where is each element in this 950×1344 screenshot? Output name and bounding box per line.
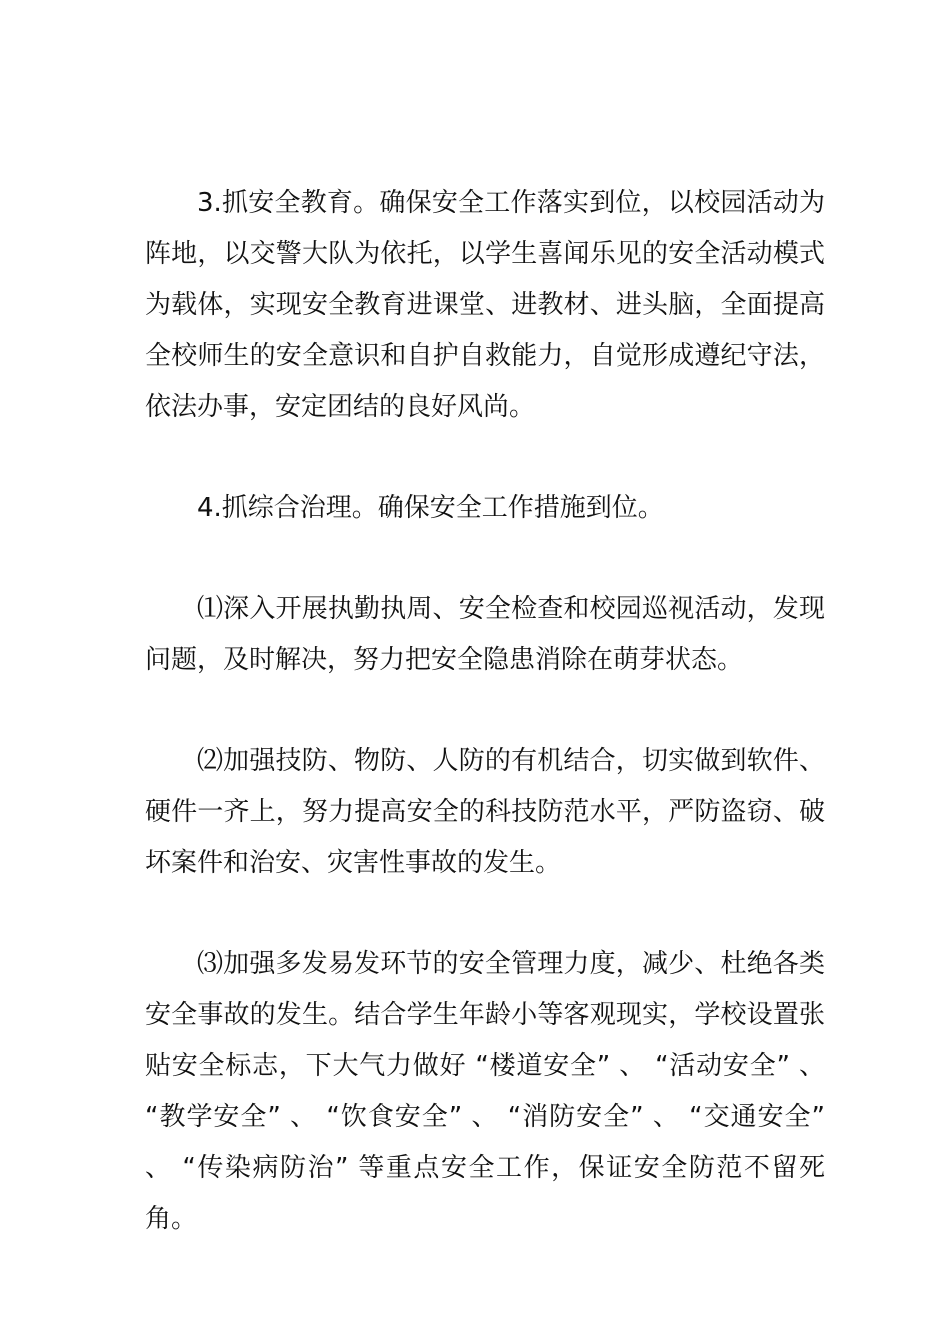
paragraph-item-2: ⑵加强技防、物防、人防的有机结合，切实做到软件、硬件一齐上，努力提高安全的科技防范水平，严防盗窃、破坏案件和治安、灾害性事故的发生。 xyxy=(145,746,825,878)
document-body xyxy=(145,178,825,1295)
paragraph-item-1: ⑴深入开展执勤执周、安全检查和校园巡视活动，发现问题，及时解决，努力把安全隐患消除在萌芽状态。 xyxy=(145,594,825,675)
paragraph-safety-education: 3.抓安全教育。确保安全工作落实到位，以校园活动为阵地，以交警大队为依托，以学生喜闻乐见的安全活动模式为载体，实现安全教育进课堂、进教材、进头脑，全面提高全校师生的安全意识和自护自救能力，自觉形成遵纪守法，依法办事，安定团结的良好风尚。 xyxy=(145,188,825,422)
paragraph-comprehensive-governance: 4.抓综合治理。确保安全工作措施到位。 xyxy=(197,493,664,523)
paragraph-item-3: ⑶加强多发易发环节的安全管理力度，减少、杜绝各类安全事故的发生。结合学生年龄小等客观现实，学校设置张贴安全标志，下大气力做好 “楼道安全” 、 “活动安全” 、 “教学安全” 、 “饮食安全” 、 “消防安全” 、 “交通安全” 、 “传染病防治” 等重点安全工作，保证安全防范不留死角。 xyxy=(145,949,825,1234)
